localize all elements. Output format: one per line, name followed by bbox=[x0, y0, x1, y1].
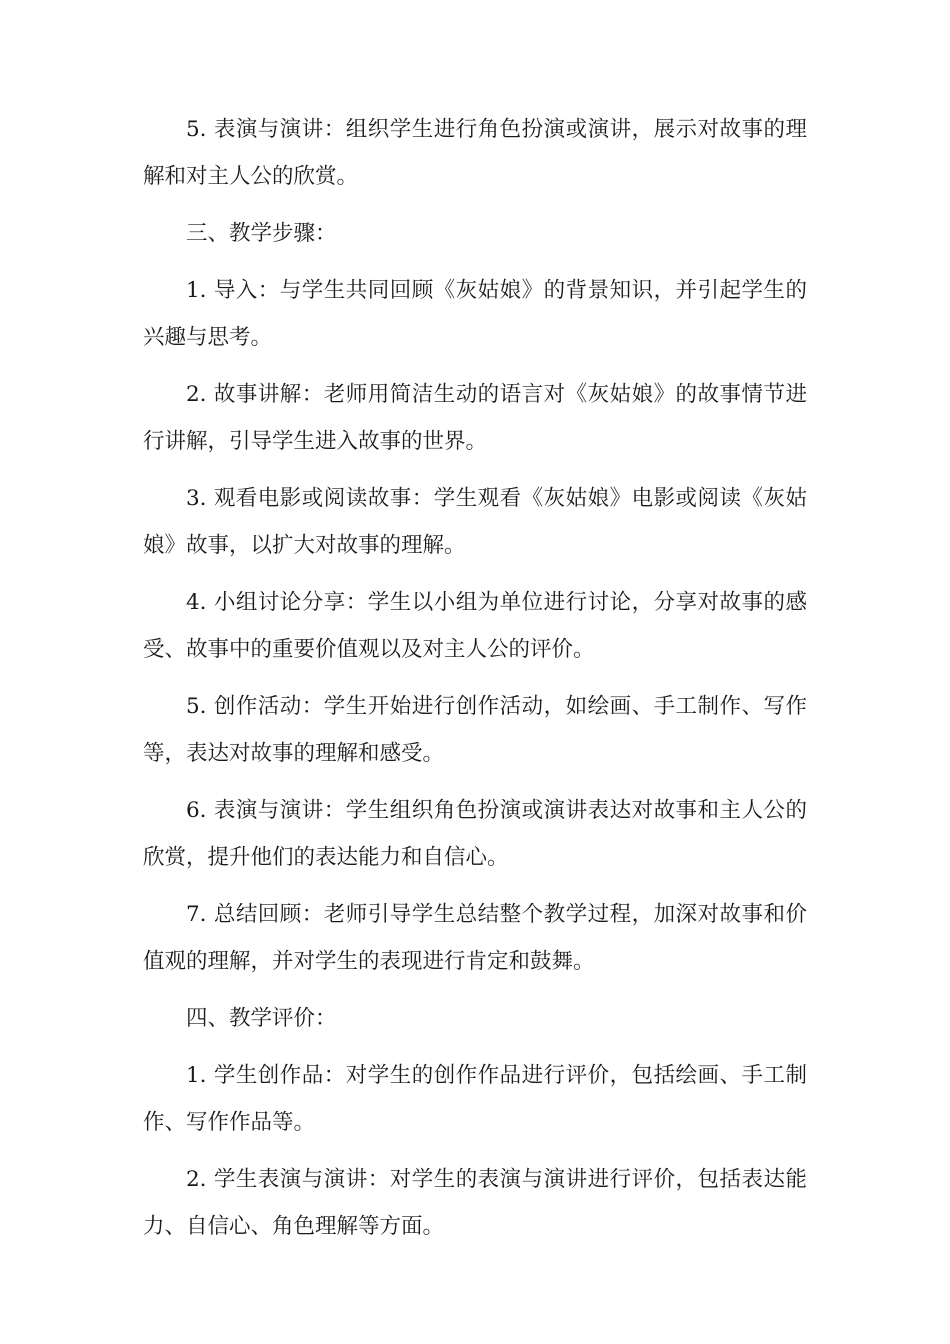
paragraph-step-group-discussion: 4. 小组讨论分享：学生以小组为单位进行讨论，分享对故事的感受、故事中的重要价值观以及对主人公的评价。 bbox=[143, 590, 807, 662]
paragraph-eval-creative-works: 1. 学生创作品：对学生的创作作品进行评价，包括绘画、手工制作、写作作品等。 bbox=[143, 1063, 807, 1135]
paragraph-step-story-explanation: 2. 故事讲解：老师用简洁生动的语言对《灰姑娘》的故事情节进行讲解，引导学生进入故事的世界。 bbox=[143, 382, 807, 454]
paragraph-step-performance: 6. 表演与演讲：学生组织角色扮演或演讲表达对故事和主人公的欣赏，提升他们的表达能力和自信心。 bbox=[143, 798, 807, 870]
paragraph-step-watch-read: 3. 观看电影或阅读故事：学生观看《灰姑娘》电影或阅读《灰姑娘》故事，以扩大对故事的理解。 bbox=[143, 486, 807, 558]
paragraph-step-summary: 7. 总结回顾：老师引导学生总结整个教学过程，加深对故事和价值观的理解，并对学生的表现进行肯定和鼓舞。 bbox=[143, 902, 807, 974]
heading-teaching-evaluation: 四、教学评价： bbox=[186, 1006, 337, 1031]
paragraph-step-intro: 1. 导入：与学生共同回顾《灰姑娘》的背景知识，并引起学生的兴趣与思考。 bbox=[143, 278, 807, 350]
heading-teaching-steps: 三、教学步骤： bbox=[186, 221, 337, 246]
paragraph-performance-speech: 5. 表演与演讲：组织学生进行角色扮演或演讲，展示对故事的理解和对主人公的欣赏。 bbox=[143, 117, 807, 189]
paragraph-eval-performance: 2. 学生表演与演讲：对学生的表演与演讲进行评价，包括表达能力、自信心、角色理解等方面。 bbox=[143, 1167, 807, 1239]
paragraph-step-creative-activity: 5. 创作活动：学生开始进行创作活动，如绘画、手工制作、写作等，表达对故事的理解和感受。 bbox=[143, 694, 807, 766]
document-body bbox=[143, 106, 807, 1260]
